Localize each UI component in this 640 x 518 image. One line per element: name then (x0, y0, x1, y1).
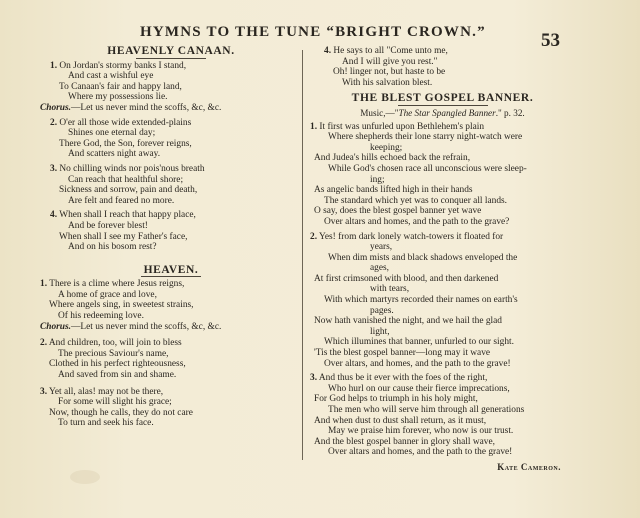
verse-line: A home of grace and love, (58, 289, 157, 300)
stanza-number: 2. (310, 231, 318, 242)
verse-line: No chilling winds nor pois'nous breath (59, 163, 205, 174)
verse-line: And when dust to dust shall return, as it must, (314, 415, 487, 426)
verse-line: Can reach that healthful shore; (68, 174, 184, 185)
verse-line: There is a clime where Jesus reigns, (49, 279, 185, 290)
stanza-number: 1. (40, 279, 48, 290)
verse-line: Over altars and homes, and the path to the grave? (324, 216, 510, 227)
verse-line: When dim mists and black shadows enveloped the (328, 252, 518, 263)
verse-line: pages. (370, 305, 394, 316)
music-page-ref: ." p. 32. (495, 107, 525, 118)
verse-line: Shines one eternal day; (68, 128, 156, 139)
chorus-text: —Let us never mind the scoffs, &c, &c. (71, 102, 222, 113)
stanza-number: 2. (40, 338, 48, 349)
music-label: Music,—" (360, 107, 399, 118)
verse-line: There God, the Son, forever reigns, (59, 138, 192, 149)
verse-line: And the blest gospel banner in glory shall wave, (314, 436, 495, 447)
verse-line: Of his redeeming love. (58, 311, 144, 322)
verse-line: And Judea's hills echoed back the refrain, (314, 153, 471, 164)
verse-line: And thus be it ever with the foes of the right, (318, 373, 488, 384)
verse-line: O say, does the blest gospel banner yet wave (314, 206, 482, 217)
verse-line: For God helps to triumph in his holy might, (314, 394, 478, 405)
verse-line: While God's chosen race all unconscious were sleep- (328, 163, 527, 174)
stanza-number: 1. (50, 60, 58, 71)
verse-line: keeping; (370, 142, 403, 153)
stanza-number: 3. (310, 373, 318, 384)
verse-line: With which martyrs recorded their names on earth's (324, 295, 518, 306)
hymn-title-heavenly-canaan: HEAVENLY CANAAN. (107, 45, 235, 57)
verse-line: To turn and seek his face. (58, 418, 154, 429)
stanza (40, 210, 302, 252)
verse-line: O'er all those wide extended-plains (59, 117, 192, 128)
verse-line: The men who will serve him through all generations (328, 405, 525, 415)
verse-line: On Jordan's stormy banks I stand, (59, 60, 187, 71)
chorus-line (40, 103, 302, 114)
verse-line: To Canaan's fair and happy land, (59, 81, 182, 92)
verse-line: Yes! from dark lonely watch-towers it floated for (319, 231, 504, 242)
verse-line: with tears, (370, 284, 410, 295)
verse-line: With his salvation blest. (342, 77, 433, 88)
verse-line: years, (370, 242, 393, 253)
verse-line: The standard which yet was to conquer all lands. (324, 195, 508, 206)
verse-line: ages, (370, 263, 390, 274)
verse-line: Oh! linger not, but haste to be (333, 67, 446, 78)
hymn-title-heaven: HEAVEN. (143, 263, 199, 276)
verse-line: Over altars and homes, and the path to the grave! (328, 447, 513, 458)
verse-line: Where my possessions lie. (68, 92, 168, 103)
verse-line: light, (370, 326, 390, 337)
stanza (40, 387, 302, 429)
verse-line: Are felt and feared no more. (68, 195, 175, 206)
tune-name: The Star Spangled Banner (398, 107, 496, 118)
verse-line: And cast a wishful eye (68, 71, 154, 82)
verse-line: For some will slight his grace; (58, 397, 172, 408)
verse-line: And children, too, will join to bless (48, 338, 182, 349)
verse-line: Where angels sing, in sweetest strains, (49, 300, 194, 311)
chorus-label: Chorus. (40, 321, 72, 332)
right-column (310, 46, 575, 473)
verse-line: 'Tis the blest gospel banner—long may it wave (314, 348, 491, 359)
page-number: 53 (541, 30, 560, 51)
paper-stain (70, 470, 100, 484)
stanza-number: 1. (310, 121, 318, 132)
stanza (310, 373, 575, 458)
verse-line: Yet all, alas! may not be there, (49, 386, 164, 397)
verse-line: The precious Saviour's name, (58, 348, 169, 359)
verse-line: It first was unfurled upon Bethlehem's plain (319, 121, 485, 132)
verse-line: As angelic bands lifted high in their hands (314, 185, 473, 196)
stanza (310, 46, 575, 88)
stanza-number: 4. (324, 46, 332, 56)
chorus-line (40, 322, 302, 333)
verse-line: At first crimsoned with blood, and then darkened (314, 273, 499, 284)
stanza (40, 338, 302, 380)
verse-line: Where shepherds their lone starry night-watch were (328, 132, 523, 143)
title-rule (136, 58, 206, 59)
verse-line: Clothed in his perfect righteousness, (49, 359, 186, 370)
verse-line: Which illumines that banner, unfurled to our sight. (324, 337, 514, 348)
verse-line: When shall I reach that happy place, (59, 210, 196, 221)
verse-line: And on his bosom rest? (68, 242, 157, 253)
verse-line: Now, though he calls, they do not care (49, 407, 193, 418)
verse-line: Who hurl on our cause their fierce imprecations, (328, 383, 510, 394)
stanza-number: 2. (50, 117, 58, 128)
page-header-title: HYMNS TO THE TUNE “BRIGHT CROWN.” (140, 24, 486, 40)
verse-line: Over altars, and homes, and the path to the grave! (324, 358, 511, 369)
title-rule (141, 276, 201, 277)
verse-line: May we praise him forever, who now is our trust. (328, 426, 514, 437)
verse-line: And saved from sin and shame. (58, 370, 177, 381)
left-column (40, 46, 302, 433)
stanza (310, 232, 575, 370)
music-note (310, 108, 575, 119)
author-signature: Kate Cameron. (497, 461, 561, 472)
chorus-label: Chorus. (40, 102, 72, 113)
chorus-text: —Let us never mind the scoffs, &c, &c. (71, 321, 222, 332)
verse-line: And I will give you rest." (342, 56, 438, 67)
verse-line: And be forever blest! (68, 220, 148, 231)
verse-line: ing; (370, 174, 385, 185)
verse-line: And scatters night away. (68, 149, 161, 160)
verse-line: Sickness and sorrow, pain and death, (59, 185, 198, 196)
stanza-number: 4. (50, 210, 58, 221)
title-rule (398, 105, 488, 106)
verse-line: When shall I see my Father's face, (59, 231, 188, 242)
stanza-number: 3. (40, 386, 48, 397)
stanza-number: 3. (50, 163, 58, 174)
column-divider (302, 50, 303, 460)
verse-line: Now hath vanished the night, and we hail the glad (314, 316, 502, 327)
stanza (310, 122, 575, 228)
stanza (40, 164, 302, 206)
stanza (40, 279, 302, 332)
stanza (40, 61, 302, 114)
verse-line: He says to all "Come unto me, (333, 46, 448, 56)
stanza (40, 118, 302, 160)
hymn-title-blest-gospel-banner: THE BLEST GOSPEL BANNER. (351, 92, 534, 105)
